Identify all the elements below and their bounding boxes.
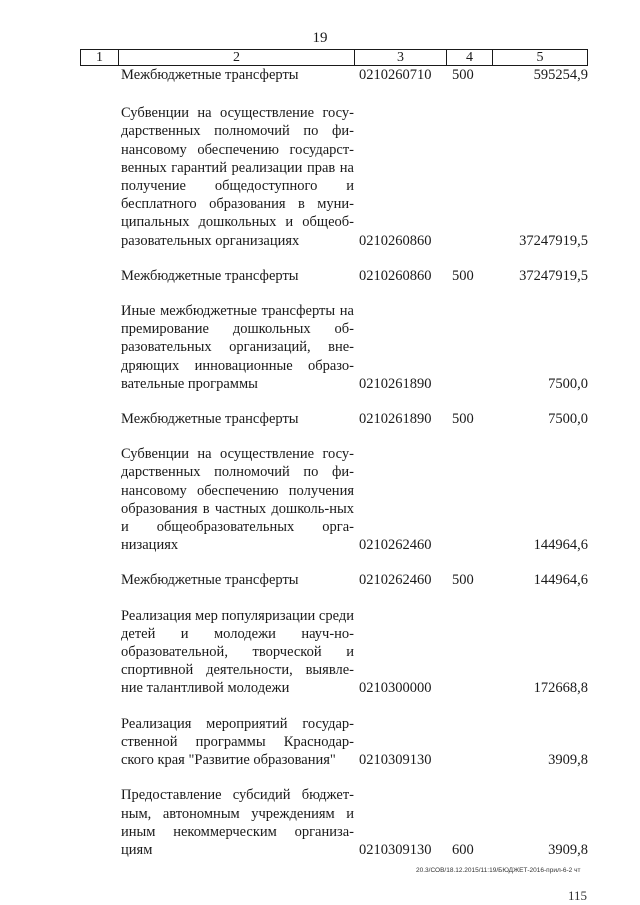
header-col-3: 3 [355, 50, 447, 65]
row-name: Субвенции на осуществление госу-дарственных полномочий по фи-нансовому обеспечению государст-венных гарантий реализации прав на получение общедоступного и бесплатного образования в муни-ципальных дошкольных и общеоб-разовательных организациях [121, 105, 354, 249]
row-code: 0210300000 [359, 680, 432, 697]
row-name: Реализация мер популяризации среди детей и молодежи науч-но-образовательной, творческой и спортивной деятельности, выявле-ние талантливой молодежи [121, 607, 354, 697]
header-col-4: 4 [447, 50, 493, 65]
row-code: 0210260860 [359, 232, 432, 249]
row-name: Иные межбюджетные трансферты на премирование дошкольных об-разовательных организаций, вне-дряющих инновационные образо-вательные программы [121, 303, 354, 392]
sheet-number: 115 [568, 888, 588, 903]
row-sum: 3909,8 [548, 841, 588, 858]
table-row [0, 571, 640, 589]
header-col-2: 2 [119, 50, 355, 65]
document-reference: 20.3/СОВ/18.12.2015/11:19/БЮДЖЕТ-2016-прил-6-2 чт [416, 867, 581, 874]
table-row [0, 410, 640, 428]
row-name: Межбюджетные трансферты [121, 67, 299, 83]
row-name: Реализация мероприятий государ-ственной программы Краснодар-ского края "Развитие образования" [121, 715, 354, 769]
table-row [0, 445, 640, 554]
table-row [0, 66, 640, 84]
row-sum: 7500,0 [548, 375, 588, 392]
table-row [0, 302, 640, 393]
row-sum: 144964,6 [533, 572, 588, 589]
row-name: Межбюджетные трансферты [121, 572, 299, 589]
row-sum: 595254,9 [533, 67, 588, 83]
row-code: 0210260860 [359, 267, 432, 284]
table-row [0, 715, 640, 770]
row-sum: 7500,0 [548, 411, 588, 428]
table-row [0, 786, 640, 859]
table-row [0, 267, 640, 285]
row-sum: 144964,6 [533, 537, 588, 554]
row-sum: 172668,8 [533, 680, 588, 697]
row-sum: 37247919,5 [519, 232, 588, 249]
row-code: 0210262460 [359, 537, 432, 554]
column-header-table [80, 49, 588, 66]
row-name: Межбюджетные трансферты [121, 411, 299, 428]
row-name: Предоставление субсидий бюджет-ным, автономным учреждениям и иным некоммерческим организа-циям [121, 787, 354, 858]
header-col-1: 1 [81, 50, 119, 65]
table-row [0, 104, 640, 250]
page-number: 19 [312, 30, 328, 46]
row-sum: 3909,8 [548, 752, 588, 769]
budget-rows [0, 66, 640, 859]
row-type: 500 [452, 572, 474, 589]
row-sum: 37247919,5 [519, 267, 588, 284]
table-row [0, 607, 640, 698]
row-code: 0210309130 [359, 752, 432, 769]
row-code: 0210261890 [359, 375, 432, 392]
row-code: 0210261890 [359, 411, 432, 428]
header-col-5: 5 [536, 50, 544, 65]
row-name: Субвенции на осуществление госу-дарственных полномочий по фи-нансовому обеспечению получения образования в частных дошколь-ных и общеобразовательных орга-низациях [121, 446, 354, 554]
row-type: 600 [452, 841, 474, 858]
row-type: 500 [452, 67, 474, 83]
row-code: 0210309130 [359, 841, 432, 858]
row-code: 0210260710 [359, 67, 432, 83]
row-type: 500 [452, 267, 474, 284]
row-code: 0210262460 [359, 572, 432, 589]
row-name: Межбюджетные трансферты [121, 267, 299, 284]
row-type: 500 [452, 411, 474, 428]
